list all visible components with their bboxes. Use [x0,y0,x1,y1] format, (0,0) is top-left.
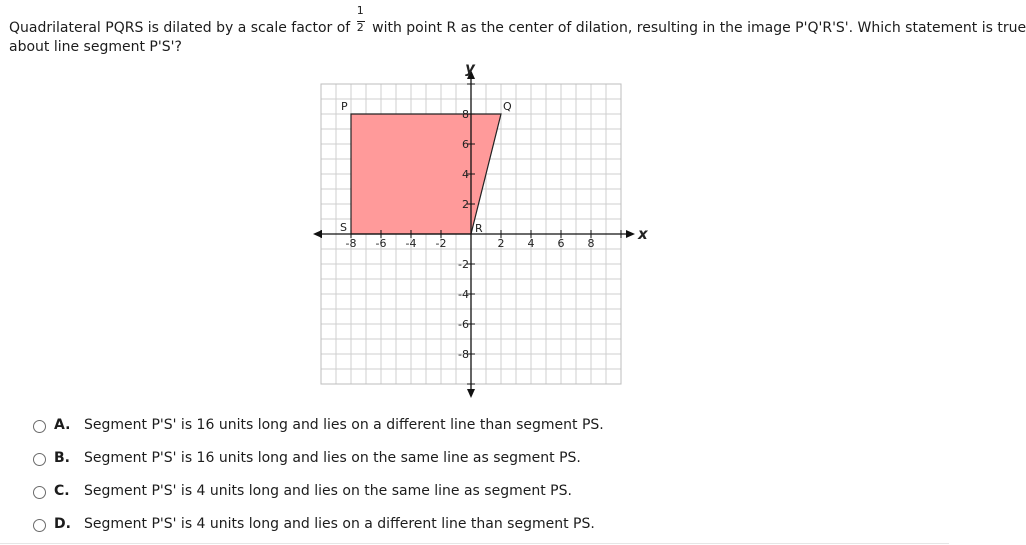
choice-d[interactable] [33,515,633,537]
y-tick-label: 4 [462,168,469,181]
choice-d-letter: D. [54,516,71,532]
y-axis-arrow-down-icon [467,389,475,398]
choice-a-letter: A. [54,417,71,433]
y-axis-label: y [465,59,475,77]
fraction-numerator: 1 [356,4,364,17]
quadrilateral-pqrs [351,114,501,234]
fraction-denominator: 2 [356,21,364,34]
choice-b-letter: B. [54,450,70,466]
choice-a-text: Segment P'S' is 16 units long and lies on a different line than segment PS. [84,417,604,433]
radio-a[interactable] [33,420,46,433]
choice-b-text: Segment P'S' is 16 units long and lies on the same line as segment PS. [84,450,581,466]
x-tick-label: -2 [435,237,447,250]
choice-d-text: Segment P'S' is 4 units long and lies on a different line than segment PS. [84,516,595,532]
y-tick-label: -2 [458,258,469,271]
choice-b[interactable] [33,449,633,471]
question-line-2: about line segment P'S'? [9,39,182,55]
y-tick-label: 6 [462,138,469,151]
y-tick-label: -4 [458,288,469,301]
y-tick-label: 8 [462,108,469,121]
choice-c-letter: C. [54,483,70,499]
bottom-divider [0,543,949,544]
choice-c-text: Segment P'S' is 4 units long and lies on the same line as segment PS. [84,483,572,499]
y-tick-label: -8 [458,348,469,361]
question-text-part-2: with point R as the center of dilation, resulting in the image P'Q'R'S'. Which statement is true [372,20,1026,36]
radio-b[interactable] [33,453,46,466]
choice-c[interactable] [33,482,633,504]
x-axis-label: x [638,225,648,243]
vertex-label-q: Q [503,100,512,113]
x-tick-label: 8 [587,237,595,250]
vertex-label-p: P [341,100,348,113]
x-tick-label: 2 [497,237,505,250]
x-tick-label: -6 [375,237,387,250]
radio-c[interactable] [33,486,46,499]
y-tick-label: 2 [462,198,469,211]
vertex-label-r: R [475,222,483,235]
x-axis-arrow-right-icon [626,230,635,238]
choice-a[interactable] [33,416,633,438]
x-tick-label: -4 [405,237,417,250]
y-tick-label: -6 [458,318,469,331]
x-tick-label: -8 [345,237,357,250]
x-tick-label: 6 [557,237,565,250]
vertex-label-s: S [340,221,347,234]
question-text-part-1: Quadrilateral PQRS is dilated by a scale factor of [9,20,351,36]
radio-d[interactable] [33,519,46,532]
x-tick-label: 4 [527,237,535,250]
